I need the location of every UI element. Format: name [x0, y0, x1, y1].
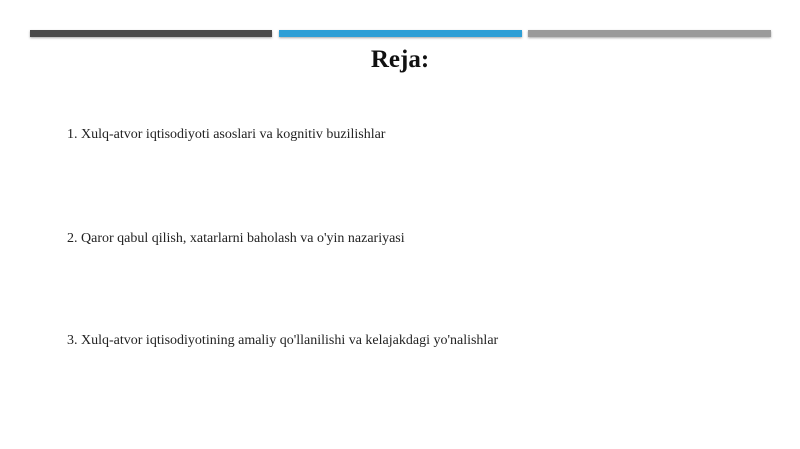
slide-title: Reja: [370, 46, 430, 73]
header-bar-gray [528, 30, 771, 37]
plan-item-3: 3. Xulq-atvor iqtisodiyotining amaliy qo'llanilishi va kelajakdagi yo'nalishlar [67, 333, 499, 348]
plan-item-1: 1. Xulq-atvor iqtisodiyoti asoslari va kognitiv buzilishlar [67, 127, 386, 142]
header-bars [30, 30, 771, 38]
header-bar-blue [279, 30, 522, 37]
plan-item-2: 2. Qaror qabul qilish, xatarlarni baholash va o'yin nazariyasi [67, 231, 405, 246]
header-bar-dark [30, 30, 272, 37]
